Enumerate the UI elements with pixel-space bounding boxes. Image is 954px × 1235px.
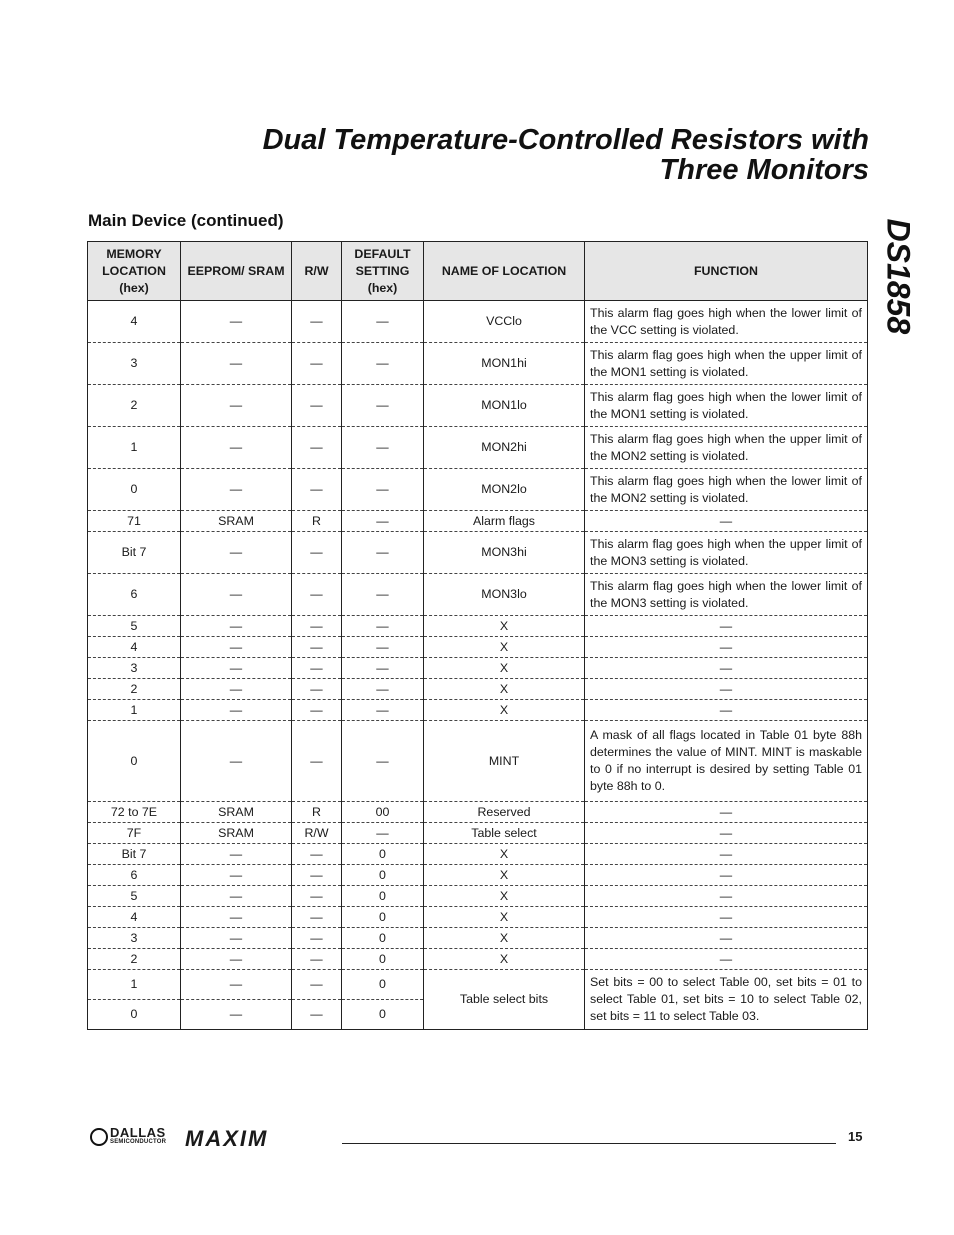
cell-function: — [585,865,868,886]
cell-eeprom-sram: — [181,469,292,511]
section-heading: Main Device (continued) [88,211,284,230]
cell-default-setting: — [342,574,424,616]
cell-function: This alarm flag goes high when the upper limit of the MON1 setting is violated. [585,343,868,385]
cell-function: A mask of all flags located in Table 01 byte 88h determines the value of MINT. MINT is maskable to 0 if no interrupt is desired by setting Table 01 byte 88h to 0. [585,721,868,802]
cell-function: This alarm flag goes high when the upper limit of the MON2 setting is violated. [585,427,868,469]
table-row [88,679,868,700]
side-part-number-label: DS1858 [880,218,917,335]
cell-function: — [585,802,868,823]
cell-name-of-location: X [424,700,585,721]
cell-eeprom-sram: — [181,637,292,658]
cell-memory-location: 1 [88,700,181,721]
cell-eeprom-sram: — [181,427,292,469]
cell-eeprom-sram: — [181,970,292,1000]
cell-function: This alarm flag goes high when the lower limit of the VCC setting is violated. [585,301,868,343]
cell-rw: R/W [292,823,342,844]
cell-memory-location: 4 [88,907,181,928]
table-header-row [88,242,868,301]
cell-memory-location: 1 [88,427,181,469]
header-eeprom-sram: EEPROM/ SRAM [181,242,292,301]
cell-default-setting: — [342,532,424,574]
cell-function: — [585,844,868,865]
header-rw: R/W [292,242,342,301]
cell-memory-location: 1 [88,970,181,1000]
cell-eeprom-sram: — [181,679,292,700]
header-default-setting: DEFAULT SETTING (hex) [342,242,424,301]
cell-eeprom-sram: — [181,1000,292,1030]
table-row [88,343,868,385]
cell-name-of-location: Alarm flags [424,511,585,532]
maxim-logo: MAXIM [185,1126,269,1151]
cell-eeprom-sram: — [181,301,292,343]
cell-memory-location: 3 [88,343,181,385]
dallas-logo-name: DALLAS [110,1125,166,1140]
cell-function: — [585,949,868,970]
table-row [88,427,868,469]
cell-default-setting: 0 [342,844,424,865]
cell-rw: — [292,301,342,343]
cell-default-setting: — [342,511,424,532]
cell-function: — [585,637,868,658]
cell-memory-location: 2 [88,949,181,970]
table-row [88,637,868,658]
cell-name-of-location: MON2lo [424,469,585,511]
cell-name-of-location: MINT [424,721,585,802]
cell-name-of-location: X [424,616,585,637]
table-row [88,949,868,970]
cell-default-setting: — [342,616,424,637]
table-row [88,721,868,802]
cell-rw: — [292,679,342,700]
table-row [88,802,868,823]
cell-memory-location: Bit 7 [88,532,181,574]
cell-default-setting: 0 [342,928,424,949]
cell-name-of-location: MON1lo [424,385,585,427]
cell-default-setting: 0 [342,886,424,907]
cell-rw: — [292,532,342,574]
title-line-1: Dual Temperature-Controlled Resistors with [262,124,869,156]
cell-eeprom-sram: — [181,844,292,865]
cell-eeprom-sram: — [181,886,292,907]
cell-name-of-location: X [424,949,585,970]
register-map-table [87,241,868,1030]
cell-rw: R [292,802,342,823]
cell-function: — [585,616,868,637]
table-row [88,700,868,721]
cell-eeprom-sram: — [181,700,292,721]
cell-memory-location: 6 [88,574,181,616]
table-row [88,301,868,343]
cell-rw: R [292,511,342,532]
cell-eeprom-sram: — [181,865,292,886]
cell-memory-location: 5 [88,886,181,907]
table-row [88,928,868,949]
header-memory-location: MEMORY LOCATION (hex) [88,242,181,301]
cell-name-of-location: X [424,844,585,865]
cell-function: — [585,679,868,700]
cell-rw: — [292,469,342,511]
cell-memory-location: 0 [88,469,181,511]
cell-default-setting: — [342,469,424,511]
cell-default-setting: 0 [342,865,424,886]
cell-memory-location: 71 [88,511,181,532]
cell-name-of-location: X [424,928,585,949]
cell-function: This alarm flag goes high when the lower limit of the MON1 setting is violated. [585,385,868,427]
cell-memory-location: Bit 7 [88,844,181,865]
cell-rw: — [292,637,342,658]
cell-function: — [585,823,868,844]
table-row [88,907,868,928]
cell-default-setting: — [342,721,424,802]
cell-memory-location: 0 [88,721,181,802]
header-function: FUNCTION [585,242,868,301]
cell-function: This alarm flag goes high when the lower limit of the MON2 setting is violated. [585,469,868,511]
cell-eeprom-sram: SRAM [181,511,292,532]
cell-name-of-location: MON2hi [424,427,585,469]
cell-memory-location: 0 [88,1000,181,1030]
cell-rw: — [292,1000,342,1030]
cell-default-setting: 0 [342,949,424,970]
cell-function: — [585,928,868,949]
cell-default-setting: — [342,301,424,343]
dallas-logo-subtitle: SEMICONDUCTOR [110,1139,167,1145]
cell-rw: — [292,721,342,802]
cell-rw: — [292,970,342,1000]
cell-eeprom-sram: — [181,949,292,970]
cell-memory-location: 3 [88,658,181,679]
cell-eeprom-sram: — [181,574,292,616]
cell-default-setting: — [342,823,424,844]
cell-rw: — [292,844,342,865]
cell-name-of-location: X [424,658,585,679]
cell-memory-location: 6 [88,865,181,886]
table-row [88,511,868,532]
cell-rw: — [292,658,342,679]
table-row [88,844,868,865]
cell-default-setting: — [342,658,424,679]
cell-default-setting: — [342,427,424,469]
cell-memory-location: 4 [88,301,181,343]
table-row [88,865,868,886]
cell-eeprom-sram: — [181,658,292,679]
cell-eeprom-sram: — [181,343,292,385]
cell-default-setting: — [342,385,424,427]
cell-default-setting: — [342,679,424,700]
cell-default-setting: 0 [342,1000,424,1030]
table-row [88,970,868,1000]
cell-name-of-location: MON1hi [424,343,585,385]
table-row [88,616,868,637]
cell-memory-location: 7F [88,823,181,844]
cell-default-setting: — [342,700,424,721]
cell-function: — [585,658,868,679]
footer-rule [342,1143,836,1144]
cell-name-of-location: VCClo [424,301,585,343]
cell-name-of-location: MON3lo [424,574,585,616]
table-row [88,574,868,616]
cell-memory-location: 2 [88,385,181,427]
cell-name-of-location: X [424,679,585,700]
cell-memory-location: 5 [88,616,181,637]
dallas-logo-mark-icon [90,1128,108,1146]
cell-eeprom-sram: — [181,532,292,574]
table-row [88,658,868,679]
cell-name-of-location: Reserved [424,802,585,823]
cell-function: — [585,700,868,721]
document-title [263,125,869,185]
cell-rw: — [292,427,342,469]
cell-eeprom-sram: — [181,616,292,637]
header-name-of-location: NAME OF LOCATION [424,242,585,301]
cell-eeprom-sram: — [181,928,292,949]
cell-memory-location: 3 [88,928,181,949]
table-row [88,469,868,511]
cell-eeprom-sram: — [181,721,292,802]
cell-eeprom-sram: — [181,385,292,427]
cell-function: This alarm flag goes high when the upper limit of the MON3 setting is violated. [585,532,868,574]
cell-rw: — [292,343,342,385]
cell-name-of-location: MON3hi [424,532,585,574]
cell-function: — [585,907,868,928]
cell-memory-location: 4 [88,637,181,658]
cell-name-of-location: X [424,865,585,886]
cell-function: — [585,511,868,532]
cell-rw: — [292,928,342,949]
cell-rw: — [292,616,342,637]
cell-default-setting: — [342,343,424,385]
cell-rw: — [292,865,342,886]
cell-rw: — [292,907,342,928]
table-row [88,823,868,844]
cell-name-of-location: Table select [424,823,585,844]
cell-function: — [585,886,868,907]
cell-default-setting: 0 [342,907,424,928]
cell-default-setting: 00 [342,802,424,823]
table-row [88,886,868,907]
cell-eeprom-sram: SRAM [181,802,292,823]
cell-memory-location: 2 [88,679,181,700]
side-part-number [868,215,928,365]
table-row [88,385,868,427]
title-line-2: Three Monitors [659,154,869,186]
cell-default-setting: 0 [342,970,424,1000]
cell-eeprom-sram: — [181,907,292,928]
cell-name-of-location: X [424,886,585,907]
table-row [88,532,868,574]
cell-eeprom-sram: SRAM [181,823,292,844]
cell-function: This alarm flag goes high when the lower limit of the MON3 setting is violated. [585,574,868,616]
cell-rw: — [292,574,342,616]
page-number: 15 [848,1129,863,1144]
cell-rw: — [292,886,342,907]
cell-name-of-location: X [424,907,585,928]
cell-rw: — [292,949,342,970]
cell-rw: — [292,700,342,721]
cell-name-of-location: X [424,637,585,658]
page-footer [88,1125,868,1155]
cell-default-setting: — [342,637,424,658]
cell-rw: — [292,385,342,427]
cell-memory-location: 72 to 7E [88,802,181,823]
cell-function: Set bits = 00 to select Table 00, set bits = 01 to select Table 01, set bits = 10 to select Table 02, set bits = 11 to select Table 03. [585,970,868,1030]
cell-name-of-location: Table select bits [424,970,585,1030]
